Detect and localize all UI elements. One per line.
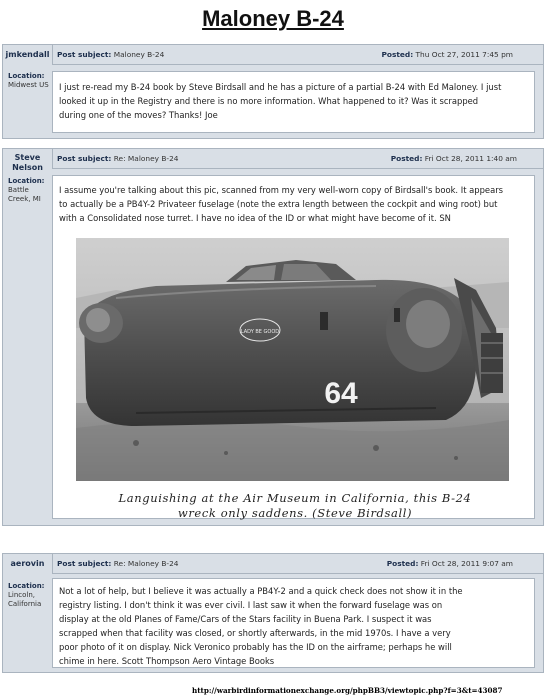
location-label: Location:	[8, 177, 45, 185]
posted-value: Thu Oct 27, 2011 7:45 pm	[415, 50, 513, 59]
post-subject-label: Post subject:	[57, 50, 112, 59]
nose-number: 64	[324, 377, 358, 410]
post-line: I assume you're talking about this pic, scanned from my very well-worn copy of Birdsall's book. It appears	[59, 185, 504, 195]
post-author[interactable]: Steve Nelson	[12, 153, 43, 172]
posted-label: Posted:	[390, 154, 423, 163]
post-body	[52, 71, 535, 133]
post-header	[52, 149, 543, 169]
post-line: during one of the moves? Thanks! Joe	[59, 110, 218, 120]
posted-value: Fri Oct 28, 2011 9:07 am	[420, 559, 513, 568]
post-subject-label: Post subject:	[57, 559, 112, 568]
posted-value: Fri Oct 28, 2011 1:40 am	[424, 154, 517, 163]
post-line: looked it up in the Registry and there is no more information. What happened to it? Was it scrapped	[59, 96, 479, 106]
location-value: Lincoln, California	[8, 591, 42, 608]
page-title: Maloney B-24	[202, 6, 344, 31]
post-line: registry listing. I don't think it was ever civil. I last saw it when the forward fuselage was on	[59, 600, 443, 610]
location-label: Location:	[8, 72, 45, 80]
post-line: Not a lot of help, but I believe it was actually a PB4Y-2 and a quick check does not show it in the	[59, 586, 463, 596]
post-author[interactable]: jmkendall	[5, 50, 50, 59]
caption-line: wreck only saddens. (Steve Birdsall)	[177, 506, 413, 520]
post-date	[391, 149, 517, 169]
posted-label: Posted:	[381, 50, 414, 59]
aircraft-photo	[76, 238, 509, 481]
post-subject[interactable]: Maloney B-24	[113, 50, 165, 59]
post-line: poor photo of it on display. Nick Veronico probably has the ID on the airframe; perhaps he will	[59, 642, 452, 652]
photo-caption	[55, 491, 535, 521]
post-line: chime in here. Scott Thompson Aero Vintage Books	[59, 656, 275, 666]
author-location	[3, 582, 52, 609]
location-value: Battle Creek, MI	[8, 186, 41, 203]
post-subject-label: Post subject:	[57, 154, 112, 163]
post-1	[2, 44, 544, 139]
post-line: I just re-read my B-24 book by Steve Birdsall and he has a picture of a partial B-24 with Ed Maloney. I just	[59, 82, 502, 92]
posted-label: Posted:	[386, 559, 419, 568]
post-body	[52, 578, 535, 668]
post-line: scrapped when that facility was closed, or shortly afterwards, in the mid 1970s. I have a very	[59, 628, 451, 638]
post-header	[52, 45, 543, 65]
location-value: Midwest US	[8, 81, 49, 89]
post-line: with a Consolidated nose turret. I have no idea of the ID or what might have become of it. SN	[59, 213, 451, 223]
post-line: display at the old Planes of Fame/Cars of the Stars facility in Buena Park. I suspect it was	[59, 614, 432, 624]
post-line: to actually be a PB4Y-2 Privateer fuselage (note the extra length between the cockpit and wing root) but	[59, 199, 498, 209]
post-3	[2, 553, 544, 673]
nose-art-text: LADY BE GOOD	[240, 329, 280, 335]
location-label: Location:	[8, 582, 45, 590]
post-date	[381, 45, 513, 65]
b24-wreck-image	[76, 238, 509, 481]
author-location	[3, 177, 52, 204]
post-header	[52, 554, 543, 574]
caption-line: Languishing at the Air Museum in California, this B-24	[118, 491, 472, 505]
post-subject[interactable]: Re: Maloney B-24	[113, 154, 179, 163]
post-author[interactable]: aerovin	[10, 559, 45, 568]
post-subject[interactable]: Re: Maloney B-24	[113, 559, 179, 568]
post-date	[387, 554, 513, 574]
footer-url-link[interactable]: http://warbirdinformationexchange.org/phpBB3/viewtopic.php?f=3&t=43087	[192, 686, 503, 695]
author-location	[3, 72, 52, 90]
